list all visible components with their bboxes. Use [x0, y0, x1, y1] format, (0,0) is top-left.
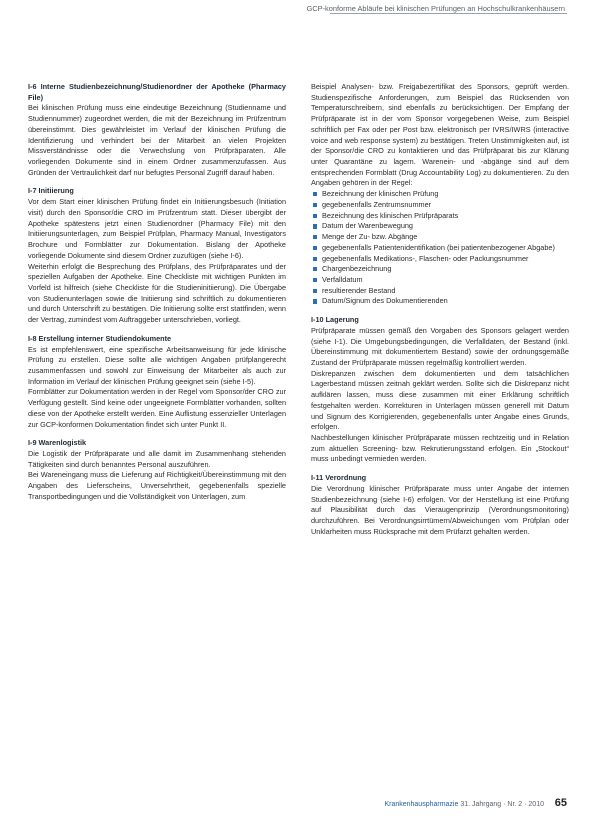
bullet-icon: [313, 257, 317, 261]
section-spacer: [28, 178, 286, 186]
footer-journal: Krankenhauspharmazie: [384, 801, 459, 808]
left-column: [28, 82, 286, 503]
list-item: [311, 189, 569, 200]
paragraph: Die Logistik der Prüfpräparate und alle damit im Zusammenhang stehenden Tätigkeiten sind durch benanntes Personal auszuführen.: [28, 449, 286, 469]
right-column: [311, 82, 569, 537]
bullet-icon: [313, 192, 317, 196]
bullet-icon: [313, 278, 317, 282]
running-title: GCP-konforme Abläufe bei klinischen Prüfungen an Hochschulkrankenhäusern: [306, 4, 565, 13]
list-item-text: Bezeichnung des klinischen Prüfpräparats: [322, 210, 459, 220]
list-item: [311, 254, 569, 265]
paragraph: Weiterhin erfolgt die Besprechung des Prüfplans, des Prüfpräparates und der speziellen Aufgaben der Apotheke. Eine Checkliste mit wichtigen Punkten im Vorfeld ist hilfreich (siehe Checkliste für die Studieninitiierung). Die Übergabe von Studienunterlagen sowie die Initiierung sind schriftlich zu dokumentieren und durch Unterschrift zu bestätigen. Die Initiierung sollte erst stattfinden, wenn der Vertrag, zumindest vom Auftraggeber unterschrieben, vorliegt.: [28, 261, 286, 325]
header-rule: [330, 13, 567, 14]
section-heading: I-9 Warenlogistik: [28, 438, 87, 448]
section-spacer: [311, 465, 569, 473]
list-item: [311, 275, 569, 286]
list-item-text: Datum der Warenbewegung: [322, 221, 413, 231]
list-item-text: Datum/Signum des Dokumentierenden: [322, 296, 448, 306]
list-item-text: Menge der Zu- bzw. Abgänge: [322, 232, 418, 242]
list-item-text: gegebenenfalls Medikations-, Flaschen- oder Packungsnummer: [322, 253, 529, 263]
list-item-text: Chargenbezeichnung: [322, 264, 392, 274]
bullet-icon: [313, 203, 317, 207]
section-spacer: [28, 326, 286, 334]
section-heading: I-8 Erstellung interner Studiendokumente: [28, 333, 172, 343]
section-heading: I-11 Verordnung: [311, 473, 367, 483]
list-item: [311, 243, 569, 254]
section-heading: I-6 Interne Studienbezeichnung/Studienordner der Apotheke (Pharmacy File): [28, 82, 286, 102]
bullet-icon: [313, 235, 317, 239]
paragraph: Formblätter zur Dokumentation werden in der Regel vom Sponsor/der CRO zur Verfügung gestellt. Sind keine oder ungeeignete Formblätter vorhanden, sollten diese von der Apotheke erstellt werden. Eine Auflistung essenzieller Unterlagen zur GCP-konformen Dokumentation findet sich unter Punkt II.: [28, 387, 286, 429]
page-footer: [0, 795, 589, 821]
paragraph: Nachbestellungen klinischer Prüfpräparate müssen rechtzeitig und in Relation zum aktuellen Screening- bzw. Rekrutierungsstand erfolgen. Ein „Stockout“ muss unbedingt vermieden werden.: [311, 433, 569, 464]
section-heading: I-7 Initiierung: [28, 186, 74, 196]
list-item: [311, 200, 569, 211]
list-item-text: Bezeichnung der klinischen Prüfung: [322, 189, 439, 199]
bullet-list: [311, 189, 569, 307]
bullet-icon: [313, 299, 317, 303]
paragraph: Prüfpräparate müssen gemäß den Vorgaben des Sponsors gelagert werden (siehe I-1). Die Umgebungsbedingungen, die Verfalldaten, der Bestand (inkl. Übereinstimmung mit dokumentiertem Bestand) sowie der ordnungsgemäße Zustand der Prüfpräparate müssen regelmäßig kontrolliert werden.: [311, 325, 569, 367]
paragraph: Bei Wareneingang muss die Lieferung auf Richtigkeit/Übereinstimmung mit den Angaben des Lieferscheins, Unversehrtheit, gegebenenfalls spezielle Transportbedingungen und die Vollständigkeit von Unterlagen, zum: [28, 470, 286, 501]
paragraph: Vor dem Start einer klinischen Prüfung findet ein Initiierungsbesuch (Initiation visit) durch den Sponsor/die CRO im Prüfzentrum statt. Dieser übergibt der Apotheke spätestens jetzt einen Studienordner (Pharmacy File) mit den Initiierungsunterlagen, zum Beispiel Prüfplan, Pharmacy Manual, Investigators Brochure und Formblätter zur Dokumentation. Bislang der Apotheke vorliegende Dokumente sind diesem Ordner zuzufügen (siehe I-6).: [28, 197, 286, 260]
paragraph: Bei klinischen Prüfung muss eine eindeutige Bezeichnung (Studienname und Studiennummer) zugeordnet werden, die mit der Bezeichnung im Prüfzentrum übereinstimmt. Dies gewährleistet im Verlauf der klinischen Prüfung die Identifizierung und verhindert bei der Mitarbeit an vielen Projekten Missverständnisse oder die Verwechslung von Prüfpräparaten. Alle vorliegenden Dokumente sind in einem Ordner zusammenzufassen. Aus Gründen der Vertraulichkeit darf nur befugtes Personal Zugriff darauf haben.: [28, 103, 286, 177]
footer-citation: [384, 801, 544, 808]
section-spacer: [28, 430, 286, 438]
section-heading: I-10 Lagerung: [311, 315, 359, 325]
bullet-icon: [313, 246, 317, 250]
bullet-icon: [313, 214, 317, 218]
bullet-icon: [313, 224, 317, 228]
list-item: [311, 211, 569, 222]
bullet-icon: [313, 289, 317, 293]
list-item: [311, 296, 569, 307]
list-item-text: gegebenenfalls Zentrumsnummer: [322, 199, 432, 209]
paragraph: Beispiel Analysen- bzw. Freigabezertifikat des Sponsors, geprüft werden. Studienspezifische Anforderungen, zum Beispiel das Rücksenden von Temperaturschreibern, sind ebenfalls zu berücksichtigen. Der Empfang der Prüfpräparate ist in der vom Sponsor vorgegebenen Weise, zum Beispiel schriftlich per Fax oder per Post bzw. elektronisch per IVRS/IWRS (interactive voice and web response system) zu bestätigen. Treten Unstimmigkeiten auf, ist der Sponsor/die CRO zu kontaktieren und das Prüfpräparat bis zur Klärung unter Quarantäne zu lagern. Warenein- und -abgänge sind auf dem entsprechenden Formblatt (Drug Accountability Log) zu dokumentieren. Zu den Angaben gehören in der Regel:: [311, 82, 569, 188]
section-spacer: [311, 307, 569, 315]
list-item-text: Verfalldatum: [322, 274, 363, 284]
list-item: [311, 264, 569, 275]
footer-issue: 31. Jahrgang · Nr. 2 · 2010: [460, 801, 544, 808]
bullet-icon: [313, 267, 317, 271]
list-item: [311, 286, 569, 297]
paragraph: Es ist empfehlenswert, eine spezifische Arbeitsanweisung für jede klinische Prüfung zu erstellen. Diese sollte alle wichtigen Angaben prüfplangerecht zusammenfassen und sowohl zur Einweisung der Mitarbeiter als auch zur Information im Verlauf der klinischen Prüfung geeignet sein (siehe I-5).: [28, 344, 286, 386]
paragraph: Diskrepanzen zwischen dem dokumentierten und dem tatsächlichen Lagerbestand müssen zeitnah geklärt werden. Sollte sich die Diskrepanz nicht aufklären lassen, muss diese zusammen mit einer Erklärung schriftlich festgehalten werden. Korrekturen in Unterlagen müssen generell mit Datum und Signum des Korrigierenden, gegebenenfalls unter Angabe eines Grunds, erfolgen.: [311, 368, 569, 432]
running-header: [0, 0, 589, 40]
page-number: 65: [554, 797, 567, 809]
list-item-text: resultierender Bestand: [322, 285, 396, 295]
list-item: [311, 232, 569, 243]
paragraph: Die Verordnung klinischer Prüfpräparate muss unter Angabe der internen Studienbezeichnung (siehe I-6) erfolgen. Vor der Herstellung ist eine Prüfung auf Plausibilität durch das Vieraugenprinzip (Verordnungsmonitoring) durchzuführen. Bei Verordnungsirrtümern/Abweichungen vom Prüfplan oder Unklarheiten muss Rücksprache mit dem Prüfarzt gehalten werden.: [311, 483, 569, 536]
list-item-text: gegebenenfalls Patientenidentifikation (bei patientenbezogener Abgabe): [322, 242, 555, 252]
list-item: [311, 221, 569, 232]
